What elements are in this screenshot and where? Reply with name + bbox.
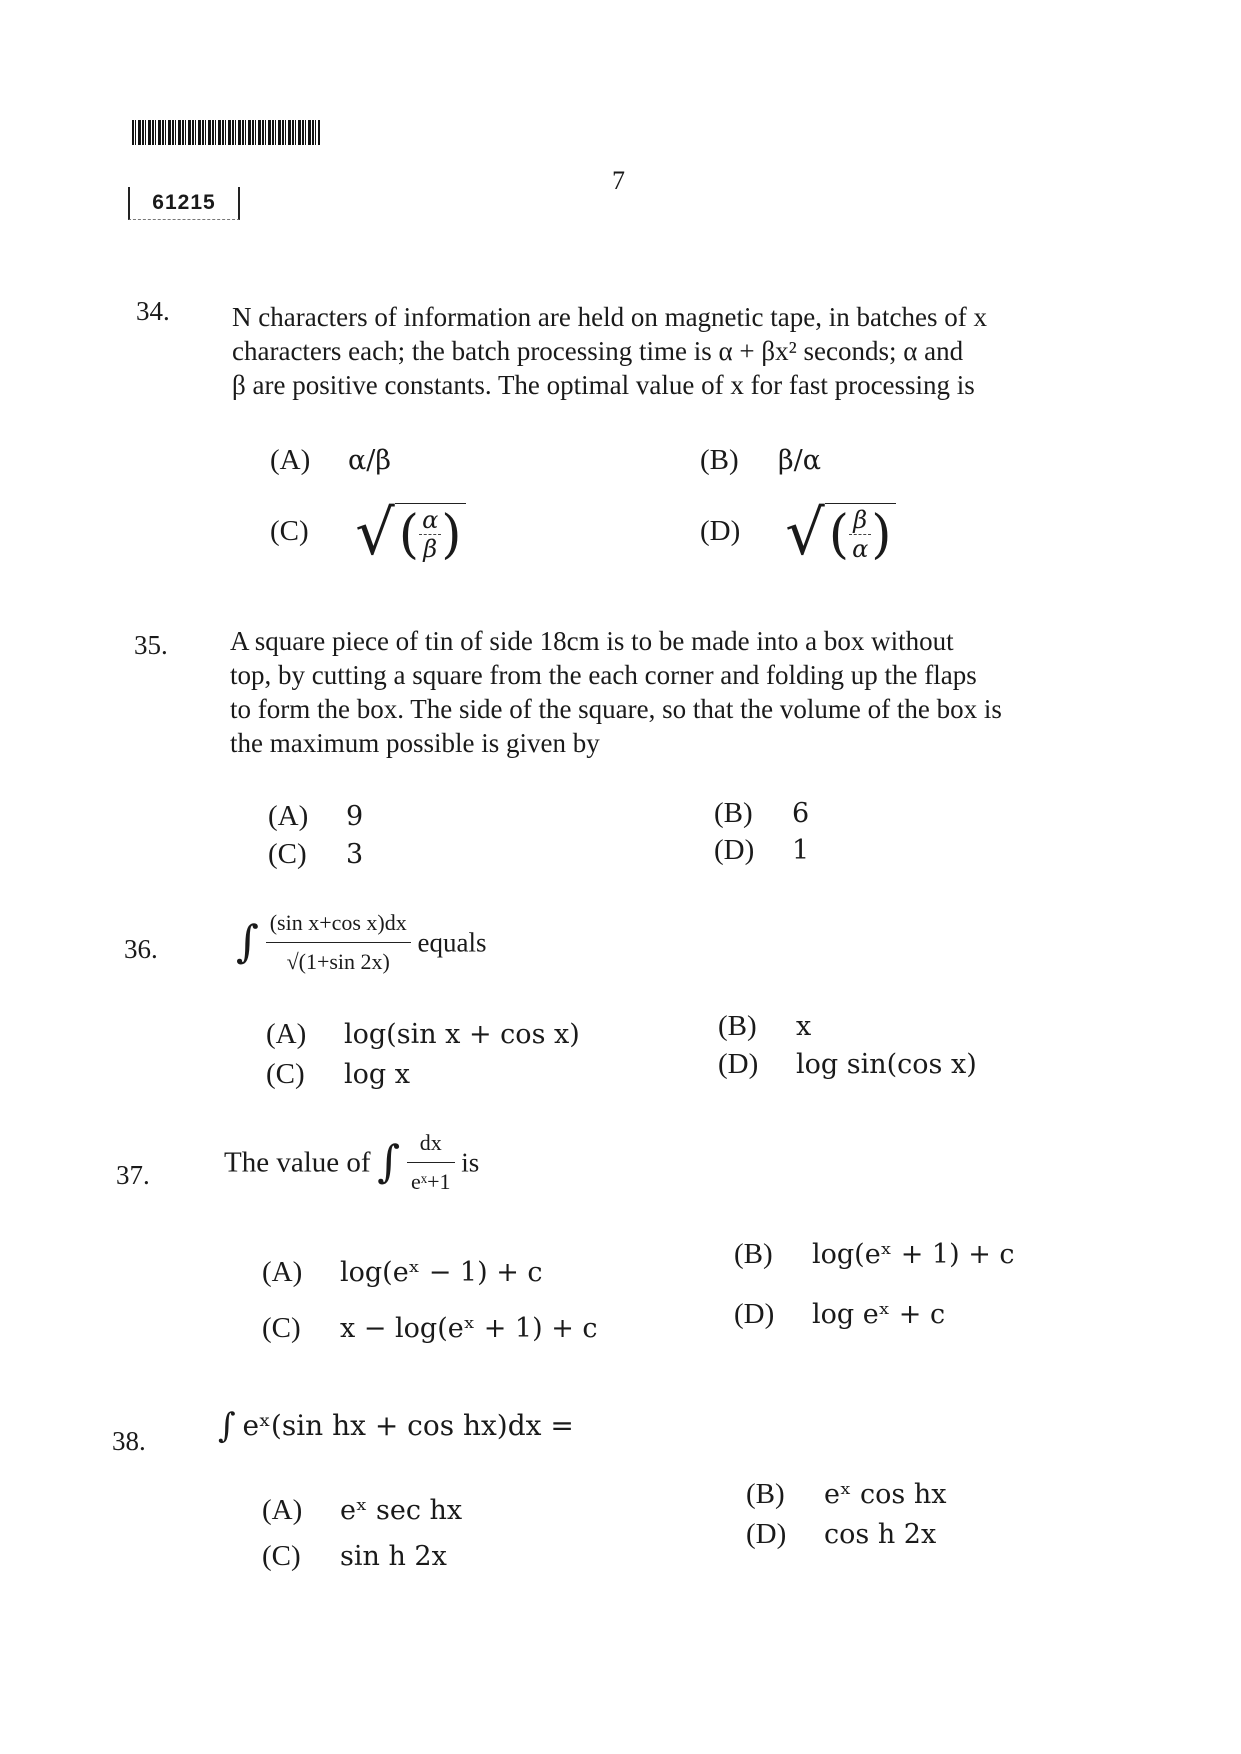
integral-sign: ∫ [236, 916, 259, 968]
question-line: to form the box. The side of the square, so that the volume of the box is [230, 694, 1002, 724]
integral-sign: ∫ [377, 1136, 401, 1188]
option-value: log eˣ + c [812, 1299, 946, 1330]
option-label: (A) [262, 1494, 303, 1526]
question-line: characters each; the batch processing time is α + βx² seconds; α and [232, 336, 964, 366]
question-number: 38. [112, 1426, 146, 1456]
option-b [700, 444, 821, 477]
option-d [700, 496, 896, 569]
option-value: 1 [792, 835, 810, 866]
option-label: (A) [262, 1256, 303, 1288]
question-line: β are positive constants. The optimal value of x for fast processing is [232, 370, 975, 400]
question-text [232, 300, 1102, 402]
question-line: A square piece of tin of side 18cm is to be made into a box without [230, 626, 954, 656]
option-b [734, 1238, 1015, 1271]
option-value: x − log(eˣ + 1) + c [340, 1313, 598, 1344]
option-value: 6 [792, 798, 810, 829]
option-d [718, 1048, 977, 1081]
option-label: (A) [268, 800, 309, 832]
option-b [718, 1010, 811, 1043]
sqrt-fraction: √ ( $\frac{\beta}{\alpha}$ ) [785, 502, 895, 564]
option-value: 3 [346, 839, 364, 870]
paper-code-box: 61215 [128, 187, 240, 220]
question-suffix: equals [417, 927, 487, 958]
integrand-fraction [407, 1126, 455, 1199]
option-value: log sin(cos x) [796, 1049, 977, 1080]
option-b [714, 797, 809, 830]
option-c [270, 496, 466, 569]
fraction-denominator: β [423, 535, 438, 563]
option-d [734, 1298, 945, 1331]
question-line: the maximum possible is given by [230, 728, 600, 758]
option-c [262, 1540, 447, 1573]
option-b [746, 1478, 946, 1511]
option-value: α/β [348, 445, 391, 476]
option-c [266, 1058, 410, 1091]
fraction-numerator: β [849, 506, 871, 535]
option-d [714, 834, 809, 867]
fraction-numerator: (sin x+cos x)dx [266, 906, 411, 943]
option-value: cos h 2x [824, 1519, 937, 1550]
option-label: (C) [266, 1058, 305, 1090]
question-text [224, 1126, 479, 1199]
question-suffix: is [461, 1147, 480, 1178]
option-value: eˣ sec hx [340, 1495, 463, 1526]
option-label: (C) [262, 1312, 301, 1344]
option-label: (B) [700, 444, 739, 476]
integrand-fraction [266, 906, 411, 979]
option-value: eˣ cos hx [824, 1479, 947, 1510]
option-label: (A) [270, 444, 311, 476]
option-value: log x [344, 1059, 410, 1090]
fraction-numerator: α [419, 506, 441, 535]
fraction-denominator: eˣ+1 [410, 1169, 451, 1194]
option-label: (B) [714, 797, 753, 829]
option-value: sin h 2x [340, 1541, 447, 1572]
fraction-numerator: dx [407, 1126, 455, 1163]
option-label: (B) [718, 1010, 757, 1042]
option-label: (C) [270, 514, 309, 547]
question-number: 37. [116, 1160, 150, 1190]
question-text [218, 1405, 574, 1446]
option-label: (B) [746, 1478, 785, 1510]
fraction-denominator: α [852, 535, 869, 563]
sqrt-fraction: √ ( $\frac{\alpha}{\beta}$ ) [355, 502, 465, 564]
question-line: N characters of information are held on magnetic tape, in batches of x [232, 302, 987, 332]
option-value: 9 [346, 801, 364, 832]
question-text [230, 624, 1130, 760]
option-a [266, 1018, 580, 1051]
question-number: 34. [136, 296, 170, 326]
question-number: 36. [124, 934, 158, 964]
question-expression: eˣ(sin hx + cos hx)dx = [242, 1408, 574, 1442]
option-label: (D) [718, 1048, 759, 1080]
option-c [268, 838, 363, 871]
question-number: 35. [134, 630, 168, 660]
option-c [262, 1312, 598, 1345]
question-line: top, by cutting a square from the each corner and folding up the flaps [230, 660, 977, 690]
option-label: (C) [262, 1540, 301, 1572]
option-value: x [796, 1011, 812, 1042]
option-label: (B) [734, 1238, 773, 1270]
fraction-denominator: √(1+sin 2x) [286, 949, 390, 974]
option-a [262, 1494, 462, 1527]
question-text [236, 906, 486, 979]
option-label: (D) [746, 1518, 787, 1550]
integral-sign: ∫ [218, 1405, 236, 1446]
option-d [746, 1518, 936, 1551]
option-a [262, 1256, 543, 1289]
option-value: β/α [778, 445, 821, 476]
option-value: log(eˣ − 1) + c [340, 1257, 543, 1288]
option-label: (A) [266, 1018, 307, 1050]
option-a [268, 800, 363, 833]
page-number: 7 [612, 166, 625, 195]
question-prefix: The value of [224, 1146, 371, 1179]
option-value: log(eˣ + 1) + c [812, 1239, 1015, 1270]
option-label: (D) [714, 834, 755, 866]
option-a [270, 444, 391, 477]
barcode [132, 120, 320, 145]
option-label: (D) [734, 1298, 775, 1330]
option-label: (C) [268, 838, 307, 870]
option-value: log(sin x + cos x) [344, 1019, 580, 1050]
option-label: (D) [700, 514, 741, 547]
